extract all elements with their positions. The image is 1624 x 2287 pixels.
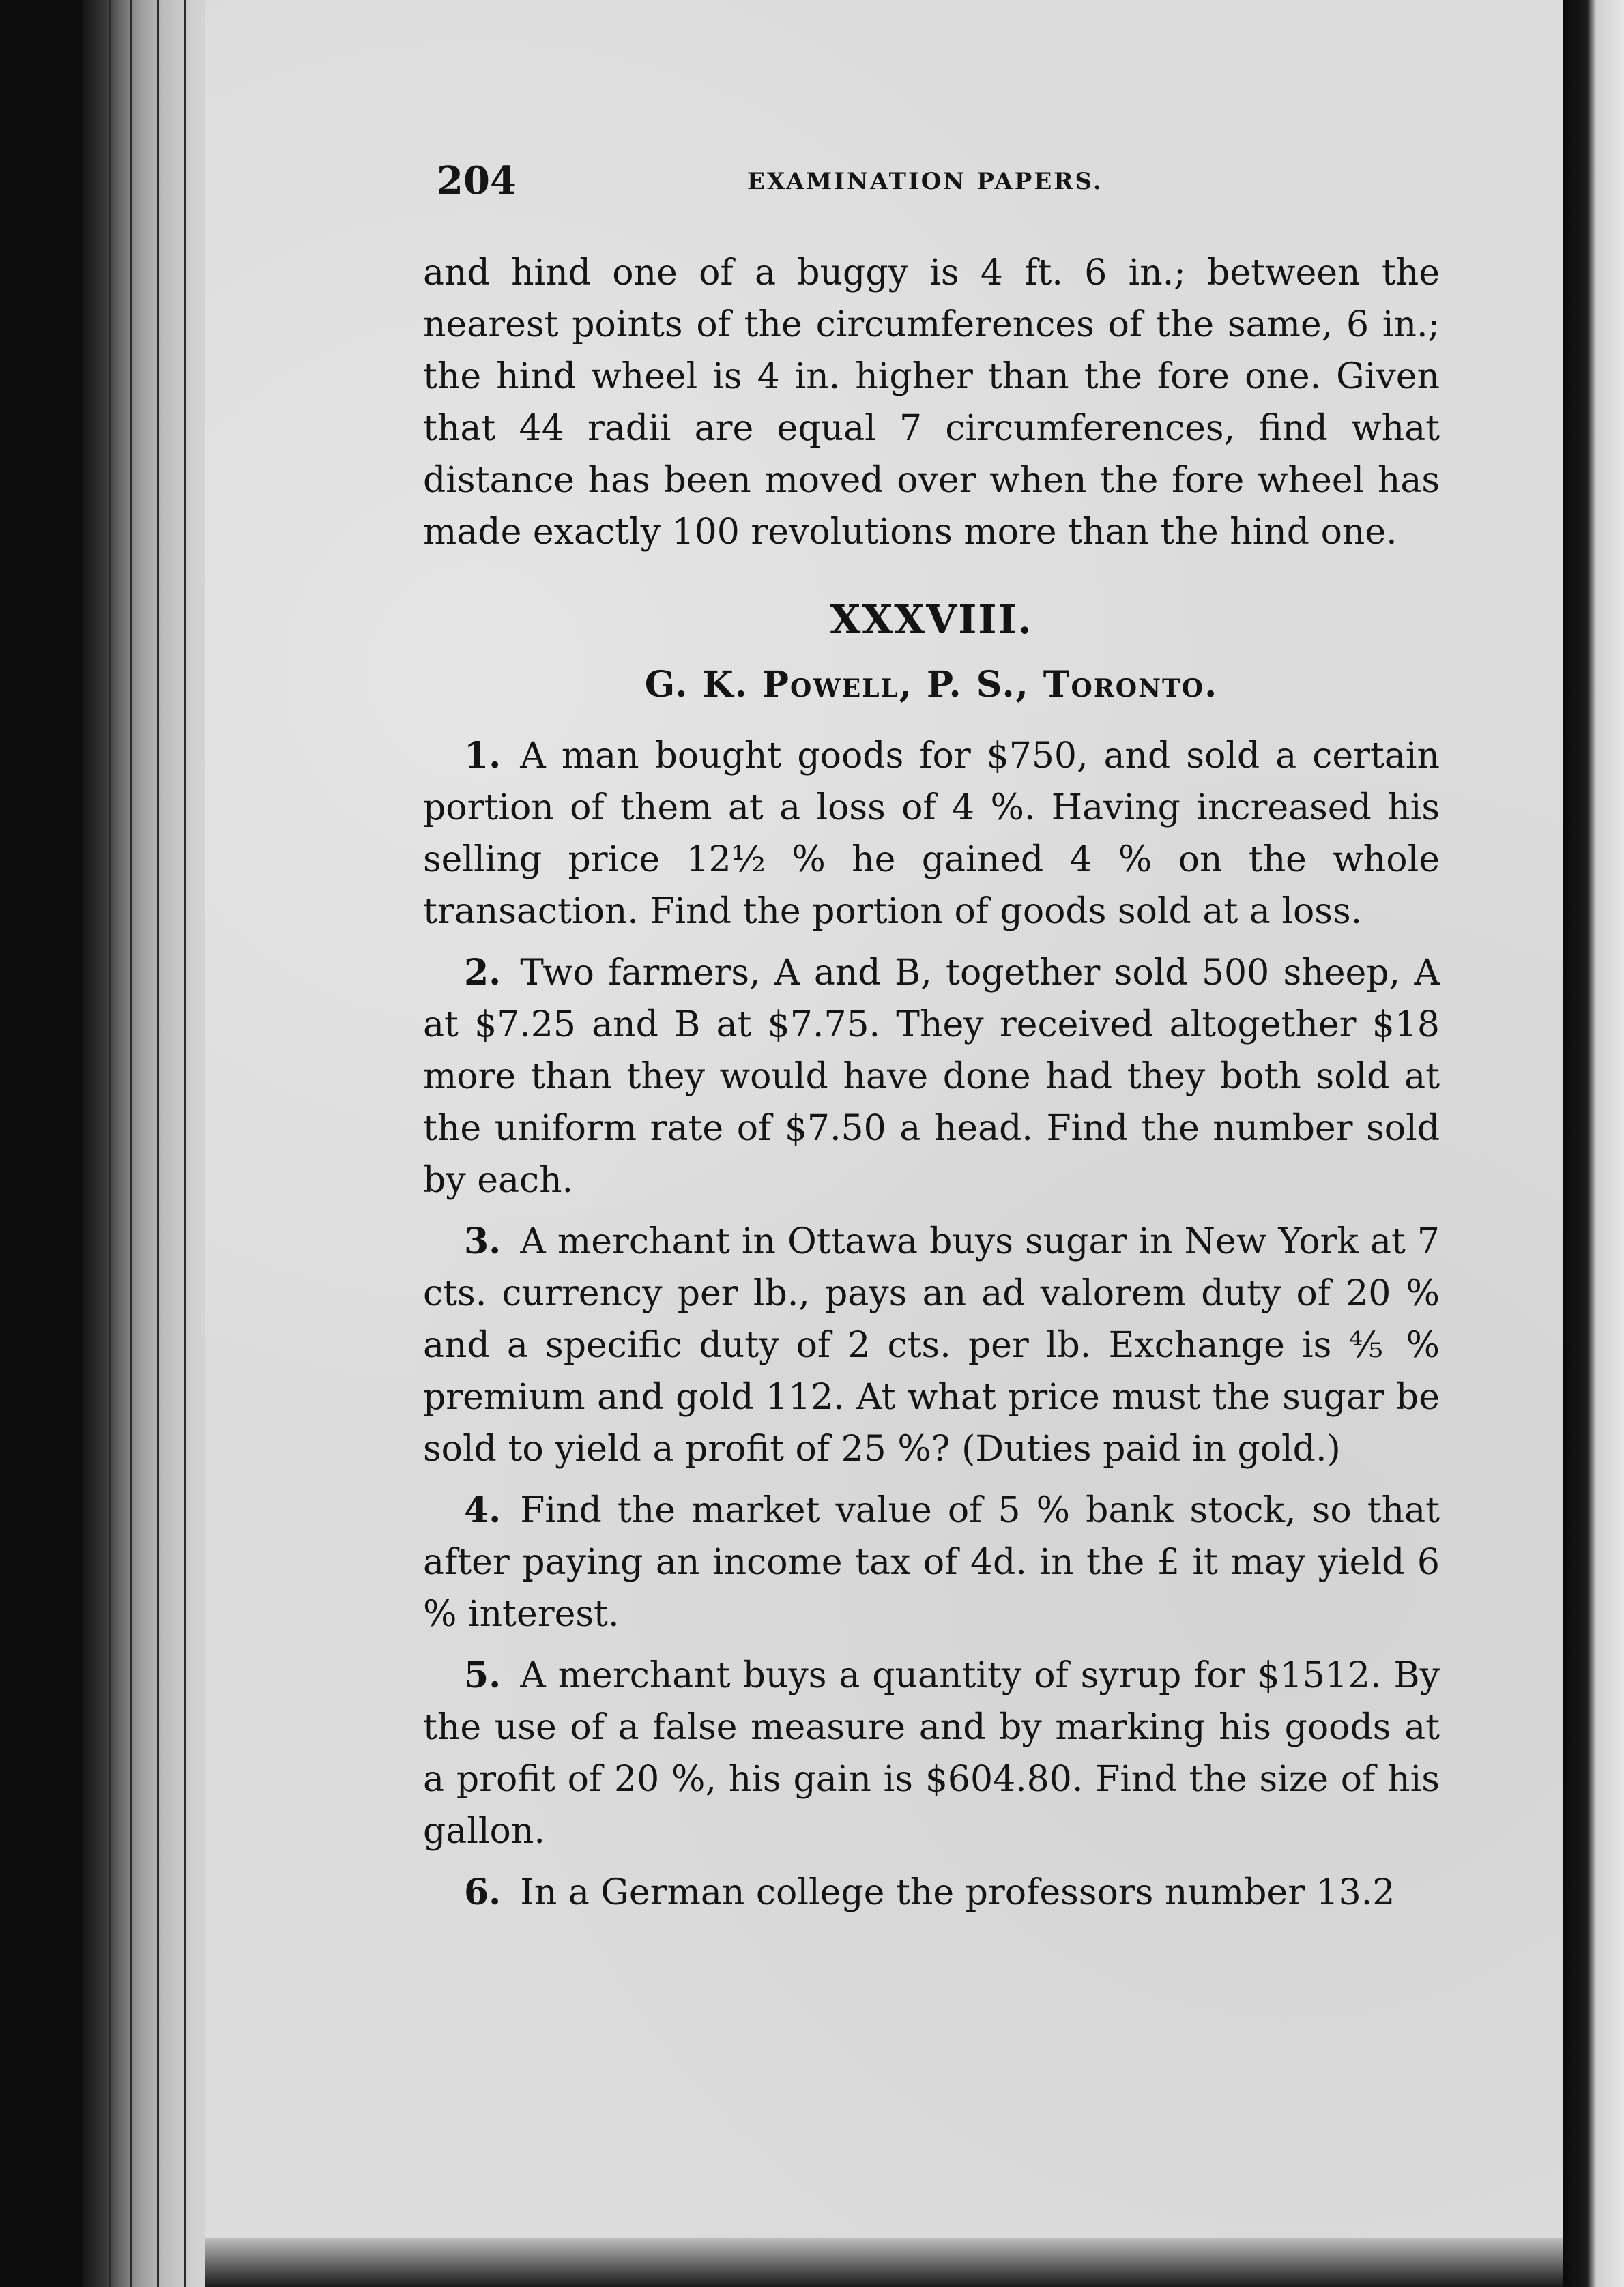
problem-text: In a German college the professors number 13.2 [520,1872,1395,1913]
binding-line [109,0,111,2287]
problem-item [423,1216,1440,1475]
problem-number: 5. [464,1655,502,1696]
binding-line [184,0,186,2287]
problem-number: 1. [464,735,502,776]
problem-number: 4. [464,1489,502,1531]
bottom-page-edge [205,2238,1563,2287]
section-heading: XXXVIII. [830,596,1033,643]
right-page-edge [1563,0,1624,2287]
binding-line [157,0,159,2287]
problem-item [423,947,1440,1206]
problem-item [423,1485,1440,1640]
continuation-paragraph: and hind one of a buggy is 4 ft. 6 in.; between the nearest points of the circumferences of the same, 6 in.; the hind wheel is 4 in. higher than the fore one. Given that 44 radii are equal 7 circumferences, find what distance has been moved over when the fore wheel has made exactly 100 revolutions more than the hind one. [423,252,1440,553]
problem-number: 3. [464,1221,502,1262]
problem-text: A man bought goods for $750, and sold a certain portion of them at a loss of 4 %. Having increased his selling price 12½ % he gained 4 % on the whole transaction. Find the portion of goods sold at a loss. [423,735,1440,932]
page-number: 204 [437,158,517,203]
problem-text: Two farmers, A and B, together sold 500 sheep, A at $7.25 and B at $7.75. They received altogether $18 more than they would have done had they both sold at the uniform rate of $7.50 a head. Find the number sold by each. [423,952,1440,1201]
problem-text: A merchant buys a quantity of syrup for $1512. By the use of a false measure and by marking his goods at a profit of 20 %, his gain is $604.80. Find the size of his gallon. [423,1655,1440,1852]
problem-number: 6. [464,1871,502,1913]
problem-item [423,730,1440,937]
running-head [437,158,1440,213]
section-byline: G. K. Powell, P. S., Toronto. [644,664,1219,705]
binding-line [130,0,132,2287]
running-title: EXAMINATION PAPERS. [747,168,1103,195]
page-body [423,247,1440,1928]
problem-text: Find the market value of 5 % bank stock, so that after paying an income tax of 4d. in the £ it may yield 6 % interest. [423,1490,1440,1635]
problem-item [423,1867,1440,1919]
problem-text: A merchant in Ottawa buys sugar in New York at 7 cts. currency per lb., pays an ad valorem duty of 20 % and a specific duty of 2 cts. per lb. Exchange is ⅘ % premium and gold 112. At what price must the sugar be sold to yield a profit of 25 %? (Duties paid in gold.) [423,1221,1440,1470]
book-binding [82,0,218,2287]
problem-item [423,1650,1440,1857]
problem-number: 2. [464,952,502,993]
